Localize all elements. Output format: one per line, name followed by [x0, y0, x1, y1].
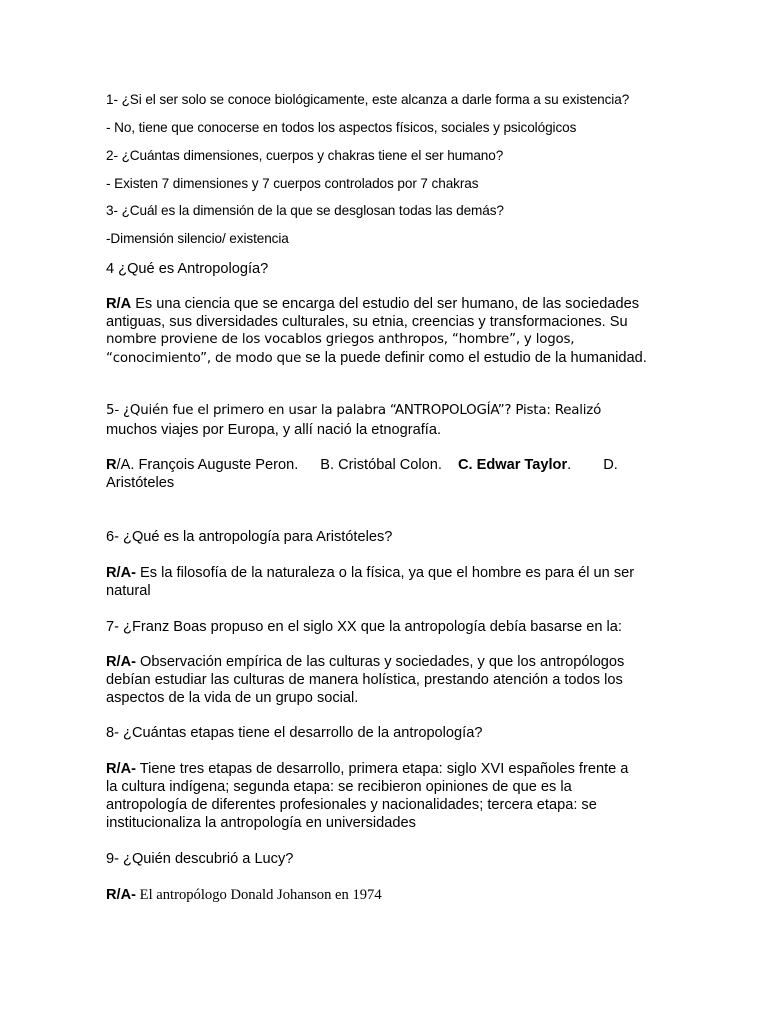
- answer-5-options: R/A. François Auguste Peron. B. Cristóbal Colon. C. Edwar Taylor. D.: [106, 457, 618, 473]
- question-6: 6- ¿Qué es la antropología para Aristóteles?: [106, 529, 393, 545]
- answer-8-line-3: antropología de diferentes profesionales y nacionalidades; tercera etapa: se: [106, 797, 597, 813]
- question-4: 4 ¿Qué es Antropología?: [106, 261, 269, 277]
- answer-6-line-1: R/A- Es la filosofía de la naturaleza o la física, ya que el hombre es para él un ser: [106, 565, 635, 581]
- option-a: . François Auguste Peron.: [130, 457, 299, 473]
- question-2: 2- ¿Cuántas dimensiones, cuerpos y chakras tiene el ser humano?: [106, 148, 504, 163]
- answer-4-line-4: “conocimiento”, de modo que se la puede definir como el estudio de la humanidad.: [106, 350, 647, 366]
- question-5-line-1: 5- ¿Quién fue el primero en usar la palabra “ANTROPOLOGÍA”? Pista: Realizó: [106, 403, 602, 418]
- answer-7-line-3: aspectos de la vida de un grupo social.: [106, 690, 359, 706]
- answer-4-line-1: R/A Es una ciencia que se encarga del estudio del ser humano, de las sociedades: [106, 296, 640, 312]
- ra-label: R/A-: [106, 761, 136, 777]
- answer-3: -Dimensión silencio/ existencia: [106, 231, 289, 246]
- answer-7-line-2: debían estudiar las culturas de manera holística, prestando atención a todos los: [106, 672, 623, 688]
- answer-5-option-d-cont: Aristóteles: [106, 475, 175, 491]
- option-d: D.: [603, 457, 618, 473]
- question-5-line-2: muchos viajes por Europa, y allí nació la etnografía.: [106, 422, 442, 438]
- ra-label: R/A: [106, 296, 132, 312]
- ra-label: R: [106, 457, 117, 473]
- ra-label: R/A-: [106, 565, 136, 581]
- answer-7-line-1: R/A- Observación empírica de las culturas y sociedades, y que los antropólogos: [106, 654, 625, 670]
- answer-4-line-3: nombre proviene de los vocablos griegos anthropos, “hombre”, y logos,: [106, 332, 575, 347]
- answer-6-line-2: natural: [106, 583, 151, 599]
- answer-4-line-2: antiguas, sus diversidades culturales, su etnia, creencias y transformaciones. Su: [106, 314, 628, 330]
- answer-8-line-2: la cultura indígena; segunda etapa: se recibieron opiniones de que es la: [106, 779, 572, 795]
- answer-8-line-1: R/A- Tiene tres etapas de desarrollo, primera etapa: siglo XVI españoles frente a: [106, 761, 629, 777]
- question-9: 9- ¿Quién descubrió a Lucy?: [106, 851, 294, 867]
- answer-1: - No, tiene que conocerse en todos los aspectos físicos, sociales y psicológicos: [106, 120, 577, 135]
- answer-2: - Existen 7 dimensiones y 7 cuerpos controlados por 7 chakras: [106, 176, 479, 191]
- ra-label: R/A-: [106, 887, 136, 903]
- answer-8-line-4: institucionaliza la antropología en universidades: [106, 815, 416, 831]
- ra-label: R/A-: [106, 654, 136, 670]
- question-1: 1- ¿Si el ser solo se conoce biológicamente, este alcanza a darle forma a su existencia?: [106, 92, 630, 107]
- answer-9: R/A- El antropólogo Donald Johanson en 1974: [106, 887, 382, 903]
- question-7: 7- ¿Franz Boas propuso en el siglo XX que la antropología debía basarse en la:: [106, 619, 622, 635]
- question-3: 3- ¿Cuál es la dimensión de la que se desglosan todas las demás?: [106, 203, 504, 218]
- question-8: 8- ¿Cuántas etapas tiene el desarrollo de la antropología?: [106, 725, 483, 741]
- option-c: C. Edwar Taylor: [457, 457, 568, 473]
- option-b: B. Cristóbal Colon.: [320, 457, 442, 473]
